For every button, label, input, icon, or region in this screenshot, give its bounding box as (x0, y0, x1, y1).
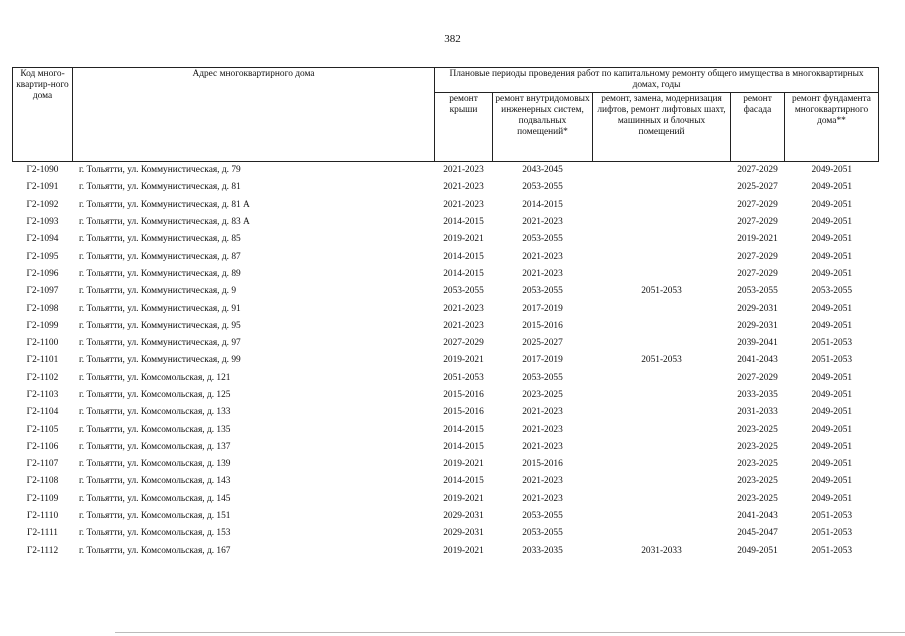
cell-roof: 2014-2015 (443, 441, 484, 452)
cell-elevators (593, 231, 731, 248)
cell-facade: 2039-2041 (737, 338, 778, 349)
header-address: Адрес многоквартирного дома (73, 68, 435, 162)
header-foundation: ремонт фундамента многоквартирного дома** (785, 93, 879, 162)
cell-systems: 2021-2023 (522, 217, 563, 228)
cell-systems: 2021-2023 (522, 493, 563, 504)
header-elevators: ремонт, замена, модернизация лифтов, ремонт лифтовых шахт, машинных и блочных помещений (593, 93, 731, 162)
table-row (13, 162, 879, 180)
cell-facade: 2045-2047 (737, 528, 778, 539)
cell-foundation: 2049-2051 (811, 303, 853, 314)
cell-code: Г2-1102 (26, 372, 59, 383)
cell-facade: 2033-2035 (737, 390, 778, 400)
cell-address: г. Тольятти, ул. Коммунистическая, д. 95 (79, 320, 241, 331)
cell-foundation: 2049-2051 (811, 493, 853, 504)
cell-facade: 2023-2025 (737, 459, 778, 470)
cell-facade: 2041-2043 (737, 511, 778, 522)
cell-systems: 2033-2035 (522, 545, 563, 556)
cell-code: Г2-1105 (26, 424, 59, 435)
cell-code: Г2-1093 (26, 217, 59, 228)
cell-address: г. Тольятти, ул. Комсомольская, д. 153 (79, 528, 231, 539)
cell-foundation: 2049-2051 (811, 441, 853, 452)
cell-systems: 2053-2055 (522, 511, 563, 522)
cell-foundation: 2049-2051 (811, 165, 853, 176)
header-code: Код много-квартир-ного дома (13, 68, 73, 162)
cell-address: г. Тольятти, ул. Комсомольская, д. 143 (79, 476, 231, 487)
table-row (13, 370, 879, 387)
cell-elevators (593, 335, 731, 352)
cell-roof: 2053-2055 (443, 286, 484, 297)
cell-roof: 2021-2023 (443, 199, 484, 210)
cell-roof: 2019-2021 (443, 545, 484, 556)
cell-foundation: 2049-2051 (811, 268, 853, 279)
cell-address: г. Тольятти, ул. Коммунистическая, д. 81 (79, 182, 241, 193)
cell-roof: 2014-2015 (443, 424, 484, 435)
cell-elevators (593, 318, 731, 335)
cell-foundation: 2049-2051 (811, 320, 853, 331)
cell-code: Г2-1101 (26, 355, 59, 366)
cell-foundation: 2049-2051 (811, 199, 853, 210)
cell-code: Г2-1092 (26, 199, 59, 210)
cell-elevators (593, 473, 731, 490)
page-number: 382 (444, 33, 461, 45)
cell-roof: 2051-2053 (443, 372, 484, 383)
cell-roof: 2014-2015 (443, 476, 484, 487)
cell-code: Г2-1095 (26, 251, 59, 262)
cell-facade: 2023-2025 (737, 424, 778, 435)
cell-systems: 2017-2019 (522, 303, 563, 314)
cell-facade: 2025-2027 (737, 182, 778, 193)
cell-code: Г2-1104 (26, 407, 59, 418)
cell-systems: 2025-2027 (522, 338, 563, 349)
table-row (13, 456, 879, 473)
cell-systems: 2021-2023 (522, 476, 563, 487)
cell-systems: 2014-2015 (522, 199, 563, 210)
cell-elevators (593, 214, 731, 231)
cell-facade: 2027-2029 (737, 268, 778, 279)
cell-systems: 2053-2055 (522, 182, 563, 193)
cell-address: г. Тольятти, ул. Коммунистическая, д. 83 А (79, 217, 250, 228)
cell-elevators (593, 456, 731, 473)
cell-elevators (593, 404, 731, 421)
table-row (13, 214, 879, 231)
cell-foundation: 2049-2051 (811, 390, 853, 400)
cell-roof: 2021-2023 (443, 303, 484, 314)
table-row (13, 248, 879, 265)
cell-code: Г2-1094 (26, 234, 59, 245)
table-row (13, 473, 879, 490)
cell-code: Г2-1103 (26, 390, 59, 400)
cell-code: Г2-1100 (26, 338, 59, 349)
header-roof: ремонт крыши (435, 93, 493, 162)
cell-address: г. Тольятти, ул. Коммунистическая, д. 99 (79, 355, 241, 366)
cell-code: Г2-1099 (26, 320, 59, 331)
cell-address: г. Тольятти, ул. Комсомольская, д. 125 (79, 390, 231, 400)
table-row (13, 231, 879, 248)
cell-foundation: 2051-2053 (811, 338, 853, 349)
cell-address: г. Тольятти, ул. Комсомольская, д. 135 (79, 424, 231, 435)
cell-elevators (593, 300, 731, 317)
cell-roof: 2027-2029 (443, 338, 484, 349)
cell-address: г. Тольятти, ул. Комсомольская, д. 133 (79, 407, 231, 418)
cell-systems: 2017-2019 (522, 355, 563, 366)
cell-address: г. Тольятти, ул. Комсомольская, д. 121 (79, 372, 231, 383)
cell-foundation: 2051-2053 (811, 528, 853, 539)
table-row (13, 179, 879, 196)
cell-elevators (593, 179, 731, 196)
cell-elevators (593, 439, 731, 456)
header-facade: ремонт фасада (731, 93, 785, 162)
cell-code: Г2-1109 (26, 493, 59, 504)
cell-code: Г2-1112 (26, 545, 59, 556)
header-periods-group: Плановые периоды проведения работ по капитальному ремонту общего имущества в многоквартирных домах, годы (435, 68, 879, 93)
cell-code: Г2-1108 (26, 476, 59, 487)
cell-foundation: 2049-2051 (811, 372, 853, 383)
cell-roof: 2014-2015 (443, 217, 484, 228)
cell-systems: 2053-2055 (522, 286, 563, 297)
cell-roof: 2019-2021 (443, 234, 484, 245)
table-row (13, 352, 879, 369)
cell-address: г. Тольятти, ул. Коммунистическая, д. 91 (79, 303, 241, 314)
cell-address: г. Тольятти, ул. Коммунистическая, д. 97 (79, 338, 241, 349)
cell-systems: 2021-2023 (522, 251, 563, 262)
cell-roof: 2019-2021 (443, 355, 484, 366)
cell-systems: 2015-2016 (522, 459, 563, 470)
cell-elevators (593, 266, 731, 283)
cell-facade: 2027-2029 (737, 199, 778, 210)
cell-facade: 2023-2025 (737, 441, 778, 452)
cell-foundation: 2053-2055 (811, 286, 853, 297)
cell-address: г. Тольятти, ул. Комсомольская, д. 145 (79, 493, 231, 504)
table-row (13, 508, 879, 525)
cell-facade: 2019-2021 (737, 234, 778, 245)
cell-address: г. Тольятти, ул. Коммунистическая, д. 89 (79, 268, 241, 279)
cell-elevators (593, 370, 731, 387)
cell-foundation: 2051-2053 (811, 545, 853, 556)
cell-elevators (593, 248, 731, 265)
cell-facade: 2029-2031 (737, 320, 778, 331)
cell-roof: 2019-2021 (443, 459, 484, 470)
cell-foundation: 2049-2051 (811, 217, 853, 228)
cell-facade: 2053-2055 (737, 286, 778, 297)
cell-address: г. Тольятти, ул. Коммунистическая, д. 81 А (79, 199, 250, 210)
cell-facade: 2027-2029 (737, 372, 778, 383)
table-row (13, 318, 879, 335)
cell-facade: 2027-2029 (737, 217, 778, 228)
cell-code: Г2-1096 (26, 268, 59, 279)
cell-code: Г2-1106 (26, 441, 59, 452)
cell-foundation: 2049-2051 (811, 476, 853, 487)
cell-elevators (593, 508, 731, 525)
cell-systems: 2023-2025 (522, 390, 563, 400)
cell-code: Г2-1107 (26, 459, 59, 470)
page-bottom-divider (115, 632, 905, 633)
cell-foundation: 2051-2053 (811, 355, 853, 366)
cell-roof: 2021-2023 (443, 182, 484, 193)
cell-elevators: 2051-2053 (641, 286, 682, 297)
cell-address: г. Тольятти, ул. Коммунистическая, д. 87 (79, 251, 241, 262)
table-body (13, 162, 879, 560)
cell-address: г. Тольятти, ул. Коммунистическая, д. 85 (79, 234, 241, 245)
table-row (13, 387, 879, 404)
cell-code: Г2-1110 (26, 511, 59, 522)
table-row (13, 421, 879, 438)
cell-systems: 2053-2055 (522, 372, 563, 383)
cell-systems: 2021-2023 (522, 424, 563, 435)
table-row (13, 404, 879, 421)
cell-roof: 2029-2031 (443, 528, 484, 539)
table-row (13, 300, 879, 317)
cell-systems: 2021-2023 (522, 407, 563, 418)
cell-roof: 2014-2015 (443, 268, 484, 279)
cell-roof: 2019-2021 (443, 493, 484, 504)
table-row (13, 439, 879, 456)
cell-foundation: 2049-2051 (811, 459, 853, 470)
cell-facade: 2031-2033 (737, 407, 778, 418)
cell-roof: 2029-2031 (443, 511, 484, 522)
cell-systems: 2053-2055 (522, 528, 563, 539)
header-systems: ремонт внутридомовых инженерных систем, подвальных помещений* (493, 93, 593, 162)
cell-elevators: 2031-2033 (641, 545, 682, 556)
cell-systems: 2021-2023 (522, 441, 563, 452)
table-row (13, 525, 879, 542)
cell-systems: 2053-2055 (522, 234, 563, 245)
table-row (13, 266, 879, 283)
cell-roof: 2021-2023 (443, 320, 484, 331)
cell-foundation: 2049-2051 (811, 182, 853, 193)
cell-roof: 2015-2016 (443, 407, 484, 418)
cell-elevators (593, 387, 731, 404)
table-row (13, 197, 879, 214)
cell-facade: 2049-2051 (737, 545, 778, 556)
cell-facade: 2029-2031 (737, 303, 778, 314)
cell-facade: 2027-2029 (737, 251, 778, 262)
cell-code: Г2-1091 (26, 182, 59, 193)
cell-systems: 2043-2045 (522, 165, 563, 176)
cell-elevators (593, 197, 731, 214)
cell-facade: 2023-2025 (737, 476, 778, 487)
cell-address: г. Тольятти, ул. Коммунистическая, д. 9 (79, 286, 237, 297)
cell-elevators (593, 525, 731, 542)
cell-foundation: 2049-2051 (811, 407, 853, 418)
cell-address: г. Тольятти, ул. Комсомольская, д. 167 (79, 545, 231, 556)
table-row (13, 543, 879, 560)
repair-schedule-table-wrapper (12, 67, 879, 560)
table-row (13, 491, 879, 508)
cell-foundation: 2049-2051 (811, 251, 853, 262)
cell-facade: 2027-2029 (737, 165, 778, 176)
cell-facade: 2023-2025 (737, 493, 778, 504)
cell-systems: 2021-2023 (522, 268, 563, 279)
cell-roof: 2021-2023 (443, 165, 484, 176)
cell-address: г. Тольятти, ул. Комсомольская, д. 151 (79, 511, 231, 522)
cell-code: Г2-1111 (27, 528, 58, 539)
cell-elevators (593, 491, 731, 508)
cell-code: Г2-1090 (26, 165, 59, 176)
cell-facade: 2041-2043 (737, 355, 778, 366)
cell-elevators (593, 162, 731, 180)
cell-elevators: 2051-2053 (641, 355, 682, 366)
cell-systems: 2015-2016 (522, 320, 563, 331)
cell-code: Г2-1098 (26, 303, 59, 314)
cell-code: Г2-1097 (26, 286, 59, 297)
cell-roof: 2015-2016 (443, 390, 484, 400)
cell-foundation: 2049-2051 (811, 234, 853, 245)
table-row (13, 335, 879, 352)
cell-foundation: 2051-2053 (811, 511, 853, 522)
cell-roof: 2014-2015 (443, 251, 484, 262)
cell-foundation: 2049-2051 (811, 424, 853, 435)
cell-address: г. Тольятти, ул. Коммунистическая, д. 79 (79, 165, 241, 176)
cell-address: г. Тольятти, ул. Комсомольская, д. 139 (79, 459, 231, 470)
cell-elevators (593, 421, 731, 438)
cell-address: г. Тольятти, ул. Комсомольская, д. 137 (79, 441, 231, 452)
table-row (13, 283, 879, 300)
repair-schedule-table (12, 67, 879, 560)
